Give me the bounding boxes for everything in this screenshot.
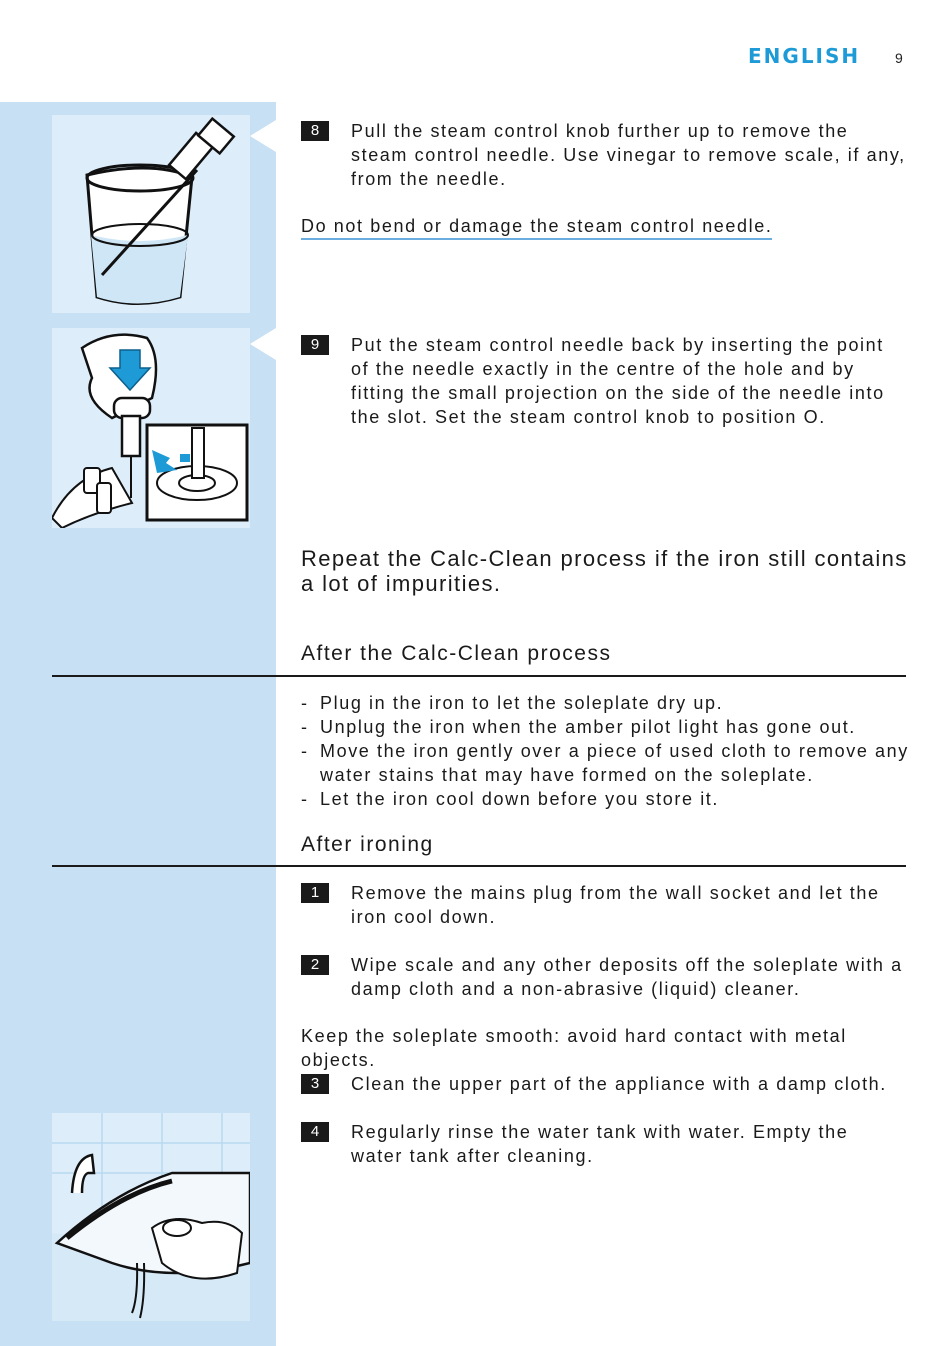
needle-in-vinegar-glass-illustration (52, 115, 250, 313)
list-item: - Move the iron gently over a piece of used cloth to remove any water stains that may have formed on the soleplate. (301, 739, 911, 787)
rinse-water-tank-illustration (52, 1113, 250, 1321)
callout-pointer (250, 328, 276, 360)
language-label: ENGLISH (748, 44, 861, 68)
list-item: - Unplug the iron when the amber pilot light has gone out. (301, 715, 911, 739)
section-title: After the Calc-Clean process (301, 642, 612, 665)
care-note: Keep the soleplate smooth: avoid hard contact with metal objects. (301, 1026, 847, 1070)
step-number: 9 (301, 335, 329, 355)
step-text: Remove the mains plug from the wall socket and let the iron cool down. (351, 883, 880, 927)
step-number: 1 (301, 883, 329, 903)
list-item: - Let the iron cool down before you store it. (301, 787, 911, 811)
section-divider (52, 675, 906, 677)
repeat-heading: Repeat the Calc-Clean process if the iron still contains a lot of impurities. (301, 546, 908, 596)
bullet-list (301, 691, 911, 811)
step-number: 2 (301, 955, 329, 975)
step-text: Regularly rinse the water tank with water. Empty the water tank after cleaning. (351, 1122, 849, 1166)
step-text: Wipe scale and any other deposits off the soleplate with a damp cloth and a non-abrasive (liquid) cleaner. (351, 955, 903, 999)
list-item: - Plug in the iron to let the soleplate dry up. (301, 691, 911, 715)
needle-insertion-illustration (52, 328, 250, 528)
warning-note-text: Do not bend or damage the steam control needle. (301, 216, 772, 240)
section-title: After ironing (301, 833, 434, 856)
callout-pointer (250, 120, 276, 152)
step-number: 8 (301, 121, 329, 141)
warning-note (301, 214, 772, 238)
step-text: Put the steam control needle back by inserting the point of the needle exactly in the centre of the hole and by fitting the small projection on the side of the needle into the slot. Set the steam control knob to position O. (351, 335, 885, 427)
page-number: 9 (895, 50, 903, 66)
step-text: Clean the upper part of the appliance with a damp cloth. (351, 1074, 887, 1094)
section-divider (52, 865, 906, 867)
step-number: 4 (301, 1122, 329, 1142)
step-number: 3 (301, 1074, 329, 1094)
step-text: Pull the steam control knob further up to remove the steam control needle. Use vinegar to remove scale, if any, from the needle. (351, 121, 906, 189)
